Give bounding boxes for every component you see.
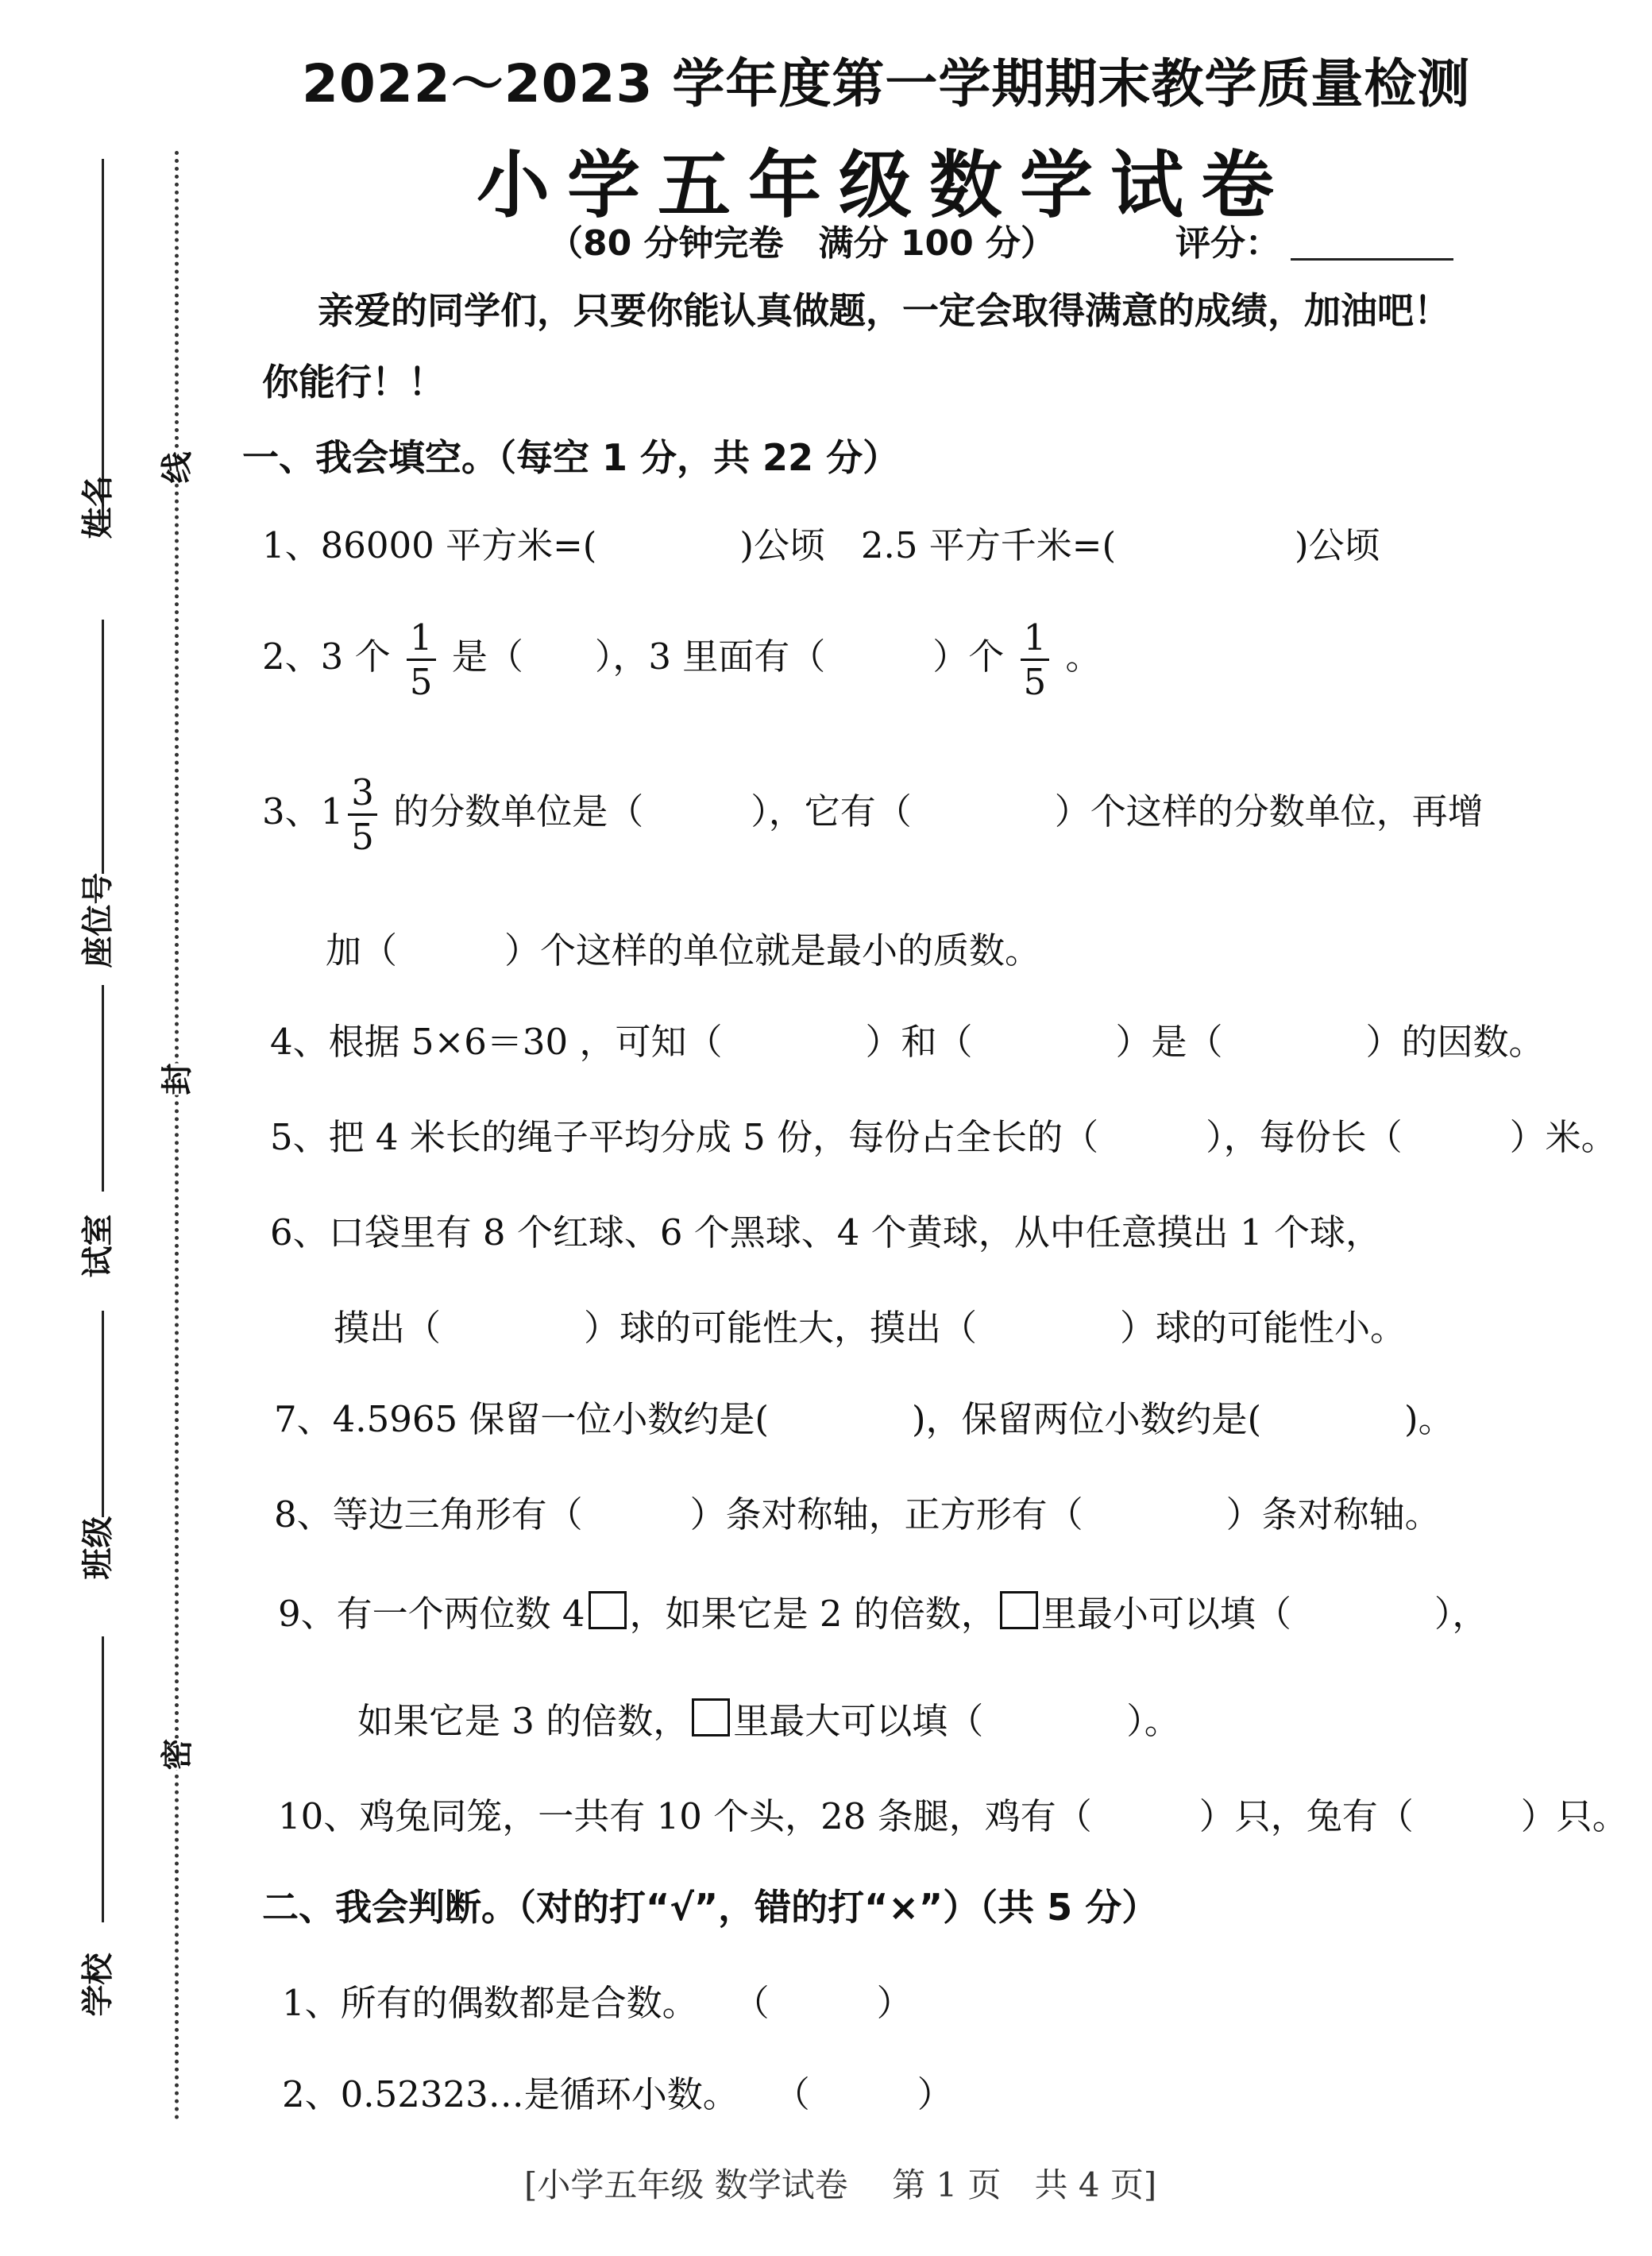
page-footer: [小学五年级 数学试卷 第 1 页 共 4 页] — [524, 2165, 1157, 2204]
fraction-three-fifths — [348, 771, 377, 858]
question-9-part-b: ，如果它是 2 的倍数， — [629, 1593, 997, 1635]
intro-line-1: 亲爱的同学们，只要你能认真做题，一定会取得满意的成绩，加油吧！ — [318, 289, 1450, 332]
question-6: 6、口袋里有 8 个红球、6 个黑球、4 个黄球，从中任意摸出 1 个球， — [270, 1211, 1381, 1254]
school-line — [102, 1636, 104, 1922]
question-2-part-c: 。 — [1065, 635, 1102, 678]
question-4: 4、根据 5×6＝30 ，可知（ ）和（ ）是（ ）的因数。 — [270, 1021, 1545, 1063]
question-3-part-b: 的分数单位是（ ），它有（ ）个这样的分数单位，再增 — [393, 790, 1484, 832]
exam-title: 2022～2023 学年度第一学期期末教学质量检测 — [302, 53, 1471, 114]
paper-title: 小学五年级数学试卷 — [477, 143, 1292, 228]
question-2 — [262, 616, 1102, 703]
section-2-heading: 二、我会判断。（对的打“√”，错的打“×”）（共 5 分） — [262, 1886, 1159, 1929]
cut-line — [175, 151, 179, 2121]
section-1-heading: 一、我会填空。（每空 1 分，共 22 分） — [242, 436, 900, 479]
class-line — [102, 1311, 104, 1517]
fraction-numerator: 3 — [348, 775, 377, 816]
seat-label: 座位号 — [79, 872, 117, 968]
question-3-part-a: 3、1 — [262, 790, 344, 832]
digit-box — [1000, 1591, 1038, 1629]
line-mark: 线 — [152, 452, 198, 484]
judge-2: 2、0.52323…是循环小数。 （ ） — [282, 2073, 953, 2115]
digit-box — [589, 1591, 627, 1629]
room-line — [102, 985, 104, 1192]
question-9-continued — [357, 1692, 1180, 1744]
fraction-one-fifth — [407, 616, 436, 703]
score-blank[interactable] — [1291, 258, 1453, 261]
question-9-part-a: 9、有一个两位数 4 — [278, 1593, 585, 1635]
question-9-part-e: 里最大可以填（ ）。 — [733, 1700, 1180, 1742]
fraction-one-fifth-2 — [1021, 616, 1050, 703]
name-label: 姓名 — [79, 475, 117, 539]
question-8: 8、等边三角形有（ ）条对称轴，正方形有（ ）条对称轴。 — [274, 1493, 1441, 1536]
question-7: 7、4.5965 保留一位小数约是( )，保留两位小数约是( )。 — [274, 1398, 1454, 1440]
question-9-part-c: 里最小可以填（ ）， — [1040, 1593, 1488, 1635]
score-label: 评分： — [1175, 223, 1280, 264]
question-1: 1、86000 平方米=( )公顷 2.5 平方千米=( )公顷 — [262, 524, 1380, 566]
question-2-part-a: 2、3 个 — [262, 635, 391, 678]
question-6-continued: 摸出（ ）球的可能性大，摸出（ ）球的可能性小。 — [334, 1307, 1407, 1349]
question-3 — [262, 771, 1484, 858]
fraction-numerator: 1 — [1021, 620, 1050, 661]
digit-box — [692, 1698, 730, 1736]
class-label: 班级 — [79, 1516, 117, 1580]
seat-line — [102, 620, 104, 874]
room-label: 试室 — [79, 1214, 117, 1278]
school-label: 学校 — [79, 1953, 117, 2017]
fraction-numerator: 1 — [407, 620, 436, 661]
fraction-denominator: 5 — [351, 816, 374, 858]
question-9 — [278, 1585, 1488, 1636]
judge-1: 1、所有的偶数都是合数。 （ ） — [282, 1982, 913, 2024]
intro-line-2: 你能行！！ — [262, 361, 445, 404]
fraction-denominator: 5 — [409, 661, 433, 703]
question-2-part-b: 是（ ），3 里面有（ ）个 — [451, 635, 1005, 678]
secret-mark: 密 — [152, 1739, 198, 1771]
time-score-note: （80 分钟完卷 满分 100 分） — [548, 223, 1056, 264]
question-5: 5、把 4 米长的绳子平均分成 5 份，每份占全长的（ ），每份长（ ）米。 — [270, 1116, 1617, 1158]
fraction-denominator: 5 — [1023, 661, 1047, 703]
question-9-part-d: 如果它是 3 的倍数， — [357, 1700, 689, 1742]
question-10: 10、鸡兔同笼，一共有 10 个头，28 条腿，鸡有（ ）只，兔有（ ）只。 — [278, 1795, 1628, 1837]
seal-mark: 封 — [152, 1064, 198, 1095]
question-3-continued: 加（ ）个这样的单位就是最小的质数。 — [326, 929, 1041, 972]
